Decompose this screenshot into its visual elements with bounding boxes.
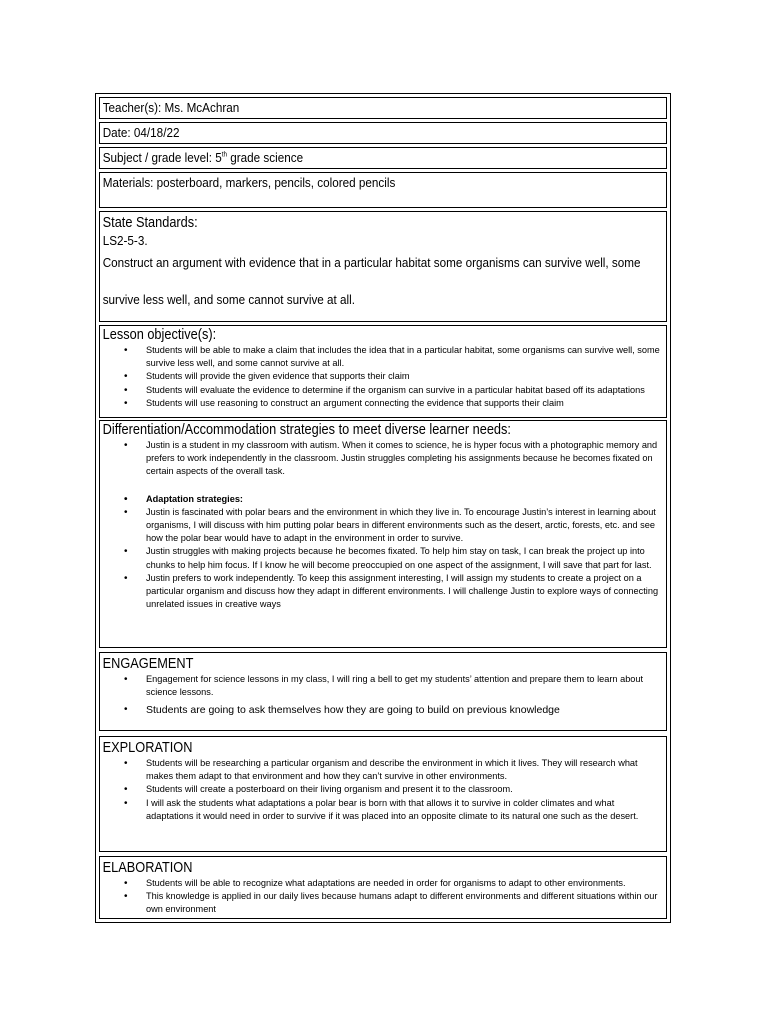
objectives-heading: Lesson objective(s): — [102, 327, 217, 343]
list-item: • Justin struggles with making projects because he becomes fixated. To help him stay on task, I can break the project up into chunks to help him focus. If I know he will become preoccupied on one aspect of the assignment, I will save that part for last. — [100, 545, 666, 571]
teacher-row — [99, 97, 667, 119]
list-item: • Justin prefers to work independently. To keep this assignment interesting, I will assign my students to create a project on a particular organism and discuss how they adapt in different environments. I will challenge Justin to explore ways of connecting unrelated issues in creative ways — [100, 572, 666, 612]
date-row — [99, 122, 667, 144]
materials-label: Materials: posterboard, markers, pencils, colored pencils — [102, 175, 396, 190]
differentiation-heading: Differentiation/Accommodation strategies to meet diverse learner needs: — [102, 422, 511, 438]
list-item: • Students will be able to recognize what adaptations are needed in order for organisms to adapt to other environments. — [100, 877, 666, 890]
list-item: • Justin is a student in my classroom with autism. When it comes to science, he is hyper focus with a photographic memory and prefers to work independently in the classroom. Justin struggles completing his assignments because he becomes fixated on certain aspects of the overall task. — [100, 439, 666, 479]
date-label: Date: 04/18/22 — [102, 125, 180, 140]
engagement-list — [100, 673, 666, 717]
engagement-section — [99, 652, 667, 731]
subject-label: Subject / grade level: 5th grade science — [102, 150, 304, 165]
exploration-heading: EXPLORATION — [102, 740, 193, 756]
exploration-list — [100, 757, 666, 823]
list-item: • Justin is fascinated with polar bears and the environment in which they live in. To encourage Justin’s interest in learning about organisms, I will discuss with him putting polar bears in different environments such as the desert, arctic, forests, etc. and see how the polar bear would have to adapt in the environment in order to survive. — [100, 506, 666, 546]
adaptation-strategies-list — [100, 493, 666, 612]
standard-text-line1: Construct an argument with evidence that in a particular habitat some organisms can survive well, some — [102, 255, 641, 270]
list-item: • I will ask the students what adaptations a polar bear is born with that allows it to survive in colder climates and what adaptations it would need in order to survive if it was placed into an opposite climate to its natural one such as the desert. — [100, 797, 666, 823]
list-item: • Students will be able to make a claim that includes the idea that in a particular habitat, some organisms can survive well, some survive less well, and some cannot survive at all. — [100, 344, 666, 370]
list-item: • Students will be researching a particular organism and describe the environment in which it lives. They will research what makes them adapt to that environment and how they can’t survive in other environments. — [100, 757, 666, 783]
standard-text-line2: survive less well, and some cannot survive at all. — [102, 292, 356, 307]
lesson-objectives-section — [99, 325, 667, 418]
list-item: • This knowledge is applied in our daily lives because humans adapt to different environments and different situations within our own environment — [100, 890, 666, 916]
list-item: • Students are going to ask themselves how they are going to build on previous knowledge — [100, 703, 666, 717]
elaboration-section — [99, 856, 667, 919]
adaptation-strategies-label: • Adaptation strategies: — [100, 493, 666, 506]
exploration-section — [99, 736, 667, 852]
differentiation-list — [100, 439, 666, 479]
elaboration-list — [100, 877, 666, 917]
teacher-label: Teacher(s): Ms. McAchran — [102, 100, 240, 115]
differentiation-section — [99, 420, 667, 648]
list-item: • Students will use reasoning to construct an argument connecting the evidence that supports their claim — [100, 397, 666, 410]
list-item: • Students will provide the given evidence that supports their claim — [100, 370, 666, 383]
list-item: • Students will create a posterboard on their living organism and present it to the classroom. — [100, 783, 666, 796]
state-standards-section — [99, 211, 667, 322]
subject-row — [99, 147, 667, 169]
objectives-list — [100, 344, 666, 410]
materials-row — [99, 172, 667, 208]
engagement-heading: ENGAGEMENT — [102, 656, 194, 672]
elaboration-heading: ELABORATION — [102, 860, 193, 876]
state-standards-heading: State Standards: — [102, 215, 198, 231]
list-item: • Students will evaluate the evidence to determine if the organism can survive in a particular habitat based off its adaptations — [100, 384, 666, 397]
standard-code: LS2-5-3. — [102, 233, 148, 248]
list-item: • Engagement for science lessons in my class, I will ring a bell to get my students’ attention and prepare them to learn about science lessons. — [100, 673, 666, 699]
